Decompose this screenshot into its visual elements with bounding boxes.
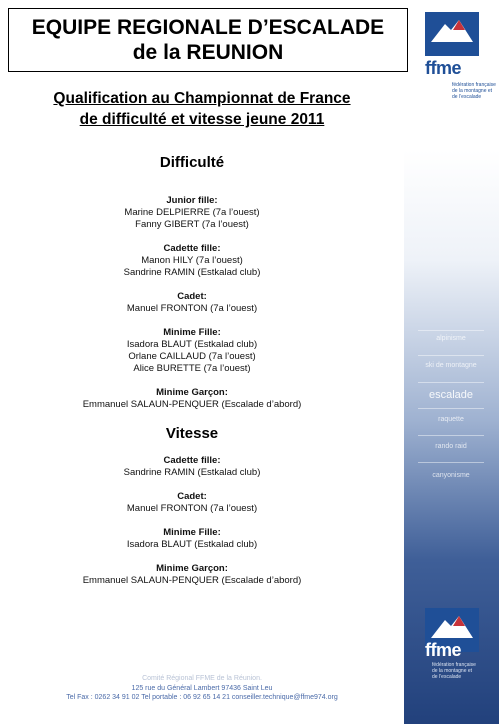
ffme-logo-text: ffme [425, 58, 462, 78]
sidebar-item-rando-raid: rando raid [435, 443, 467, 450]
header-title-line-2: de la REUNION [132, 41, 284, 64]
footer [0, 674, 404, 703]
category-label: Cadet: [177, 491, 207, 502]
athlete-name: Orlane CAILLAUD (7a l’ouest) [128, 351, 256, 362]
sidebar-item-canyonisme: canyonisme [432, 472, 470, 479]
group-cadet [0, 491, 384, 515]
footer-address: 125 rue du Général Lambert 97436 Saint Leu [131, 684, 273, 692]
athlete-name: Alice BURETTE (7a l’ouest) [133, 363, 251, 374]
athlete-name: Sandrine RAMIN (Estkalad club) [123, 467, 261, 478]
athlete-name: Marine DELPIERRE (7a l’ouest) [124, 207, 260, 218]
sidebar-divider [418, 408, 484, 409]
group-minime-garcon [0, 387, 384, 411]
group-cadette-fille [0, 243, 384, 279]
sidebar-divider [418, 462, 484, 463]
category-label: Minime Garçon: [156, 563, 228, 574]
mountain-icon [431, 614, 473, 638]
category-label: Junior fille: [166, 195, 218, 206]
subtitle-line-1: Qualification au Championnat de France [53, 90, 351, 107]
category-label: Minime Fille: [163, 527, 221, 538]
sidebar-divider [418, 382, 484, 383]
ffme-bottom-logo-text: ffme [425, 640, 462, 660]
category-label: Cadette fille: [163, 243, 221, 254]
header-title-line-1: EQUIPE REGIONALE D’ESCALADE [31, 16, 385, 39]
ffme-bottom-logo-subtitle: fédération française de la montagne et de l’escalade [432, 662, 476, 680]
sidebar-item-raquette: raquette [438, 416, 464, 423]
sidebar-item-ski-montagne: ski de montagne [425, 362, 477, 369]
group-minime-fille [0, 527, 384, 551]
athlete-name: Sandrine RAMIN (Estkalad club) [123, 267, 261, 278]
team-header-box [8, 8, 408, 72]
category-label: Minime Garçon: [156, 387, 228, 398]
athlete-name: Emmanuel SALAUN-PENQUER (Escalade d’abord) [82, 399, 302, 410]
sidebar-item-escalade: escalade [428, 389, 474, 401]
sidebar-divider [418, 435, 484, 436]
ffme-logo-mark [425, 12, 479, 56]
athlete-name: Isadora BLAUT (Estkalad club) [126, 539, 258, 550]
group-cadette-fille [0, 455, 384, 479]
athlete-name: Emmanuel SALAUN-PENQUER (Escalade d’abord) [82, 575, 302, 586]
category-label: Cadet: [177, 291, 207, 302]
group-minime-garcon [0, 563, 384, 587]
ffme-logo-subtitle: fédération française de la montagne et de l’escalade [452, 82, 496, 100]
section-title-vitesse: Vitesse [165, 425, 219, 442]
category-label: Minime Fille: [163, 327, 221, 338]
sidebar-item-alpinisme: alpinisme [436, 335, 466, 342]
section-title-difficulte: Difficulté [159, 154, 225, 171]
category-label: Cadette fille: [163, 455, 221, 466]
footer-contact: Tel Fax : 0262 34 91 02 Tel portable : 06 92 65 14 21 conseiller.technique@ffme974.org [66, 694, 338, 701]
athlete-name: Manuel FRONTON (7a l’ouest) [126, 503, 258, 514]
subtitle-line-2: de difficulté et vitesse jeune 2011 [79, 111, 325, 128]
athlete-name: Manon HILY (7a l’ouest) [141, 255, 243, 266]
athlete-name: Isadora BLAUT (Estkalad club) [126, 339, 258, 350]
athlete-name: Manuel FRONTON (7a l’ouest) [126, 303, 258, 314]
footer-organization: Comité Régional FFME de la Réunion. [142, 675, 262, 682]
group-cadet [0, 291, 384, 315]
athlete-name: Fanny GIBERT (7a l’ouest) [135, 219, 249, 230]
group-junior-fille [0, 195, 384, 231]
group-minime-fille [0, 327, 384, 375]
sidebar-divider [418, 330, 484, 331]
sidebar-divider [418, 355, 484, 356]
mountain-icon [431, 18, 473, 42]
